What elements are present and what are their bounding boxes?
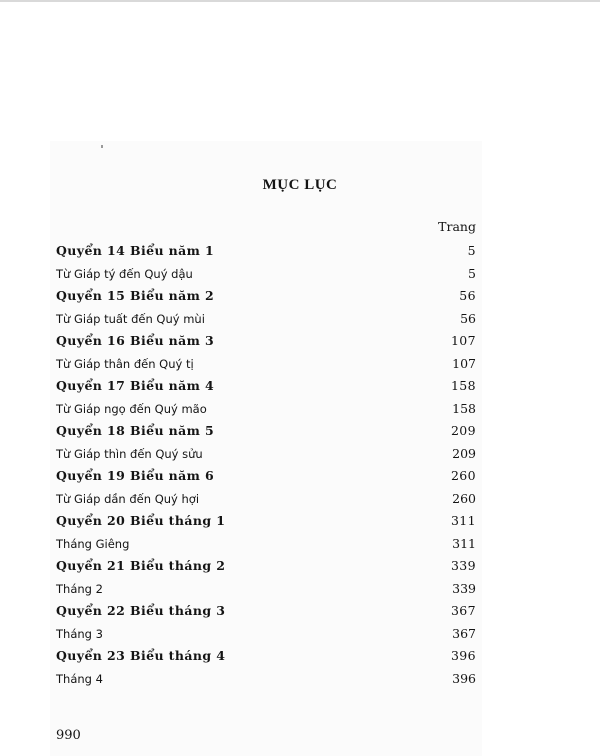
- toc-entry-page: 396: [452, 670, 476, 686]
- toc-entry-page: 260: [450, 468, 476, 483]
- toc-entry-page: 367: [452, 625, 476, 641]
- toc-entry-label: Từ Giáp tuất đến Quý mùi: [56, 311, 205, 326]
- toc-entry-page: 107: [452, 355, 476, 371]
- toc-entry-label: Tháng 4: [56, 671, 103, 686]
- toc-entry-page: 396: [450, 648, 476, 663]
- toc-heading-row: [56, 420, 476, 443]
- toc-entry-page: 56: [460, 310, 476, 326]
- toc-entry-page: 367: [450, 603, 476, 618]
- toc-entry-page: 158: [450, 378, 476, 393]
- scan-speck: [101, 145, 103, 148]
- toc-heading-row: [56, 600, 476, 623]
- toc-subentry-row: [56, 308, 476, 331]
- toc-entry-page: 339: [452, 580, 476, 596]
- toc-entry-label: Quyển 15 Biểu năm 2: [56, 288, 215, 303]
- toc-entry-label: Từ Giáp thân đến Quý tị: [56, 356, 194, 371]
- toc-entry-page: 311: [450, 513, 476, 528]
- toc-entry-label: Quyển 18 Biểu năm 5: [56, 423, 215, 438]
- toc-entry-label: Từ Giáp dần đến Quý hợi: [56, 491, 200, 506]
- toc-heading-row: [56, 465, 476, 488]
- toc-entry-label: Từ Giáp tý đến Quý dậu: [56, 266, 193, 281]
- table-of-contents: [56, 240, 476, 690]
- toc-entry-label: Quyển 14 Biểu năm 1: [56, 243, 215, 258]
- toc-subentry-row: [56, 263, 476, 286]
- toc-entry-label: Quyển 16 Biểu năm 3: [56, 333, 215, 348]
- toc-entry-page: 260: [452, 490, 476, 506]
- toc-heading-row: [56, 330, 476, 353]
- toc-heading-row: [56, 510, 476, 533]
- toc-subentry-row: [56, 443, 476, 466]
- toc-entry-page: 5: [468, 265, 476, 281]
- toc-entry-page: 158: [452, 400, 476, 416]
- toc-subentry-row: [56, 533, 476, 556]
- toc-subentry-row: [56, 578, 476, 601]
- toc-entry-page: 311: [452, 535, 476, 551]
- toc-heading-row: [56, 285, 476, 308]
- toc-subentry-row: [56, 488, 476, 511]
- toc-entry-page: 5: [467, 243, 476, 258]
- toc-entry-label: Quyển 22 Biểu tháng 3: [56, 603, 226, 618]
- toc-entry-label: Quyển 20 Biểu tháng 1: [56, 513, 226, 528]
- toc-heading-row: [56, 555, 476, 578]
- page-title: MỤC LỤC: [262, 177, 338, 193]
- toc-entry-page: 209: [450, 423, 476, 438]
- toc-entry-label: Quyển 23 Biểu tháng 4: [56, 648, 226, 663]
- toc-entry-label: Tháng Giêng: [56, 536, 130, 551]
- toc-subentry-row: [56, 353, 476, 376]
- toc-heading-row: [56, 645, 476, 668]
- toc-subentry-row: [56, 623, 476, 646]
- toc-subentry-row: [56, 398, 476, 421]
- toc-subentry-row: [56, 668, 476, 691]
- toc-heading-row: [56, 375, 476, 398]
- toc-entry-label: Từ Giáp thìn đến Quý sửu: [56, 446, 203, 461]
- toc-entry-page: 339: [450, 558, 476, 573]
- toc-entry-label: Quyển 17 Biểu năm 4: [56, 378, 215, 393]
- toc-entry-label: Từ Giáp ngọ đến Quý mão: [56, 401, 207, 416]
- toc-entry-label: Quyển 19 Biểu năm 6: [56, 468, 215, 483]
- toc-entry-label: Quyển 21 Biểu tháng 2: [56, 558, 226, 573]
- page-number: 990: [56, 728, 81, 743]
- toc-heading-row: [56, 240, 476, 263]
- toc-entry-page: 56: [459, 288, 476, 303]
- toc-entry-page: 107: [450, 333, 476, 348]
- toc-entry-label: Tháng 2: [56, 581, 103, 596]
- toc-entry-label: Tháng 3: [56, 626, 103, 641]
- page-column-header: Trang: [438, 219, 476, 234]
- top-divider: [0, 0, 600, 2]
- toc-entry-page: 209: [452, 445, 476, 461]
